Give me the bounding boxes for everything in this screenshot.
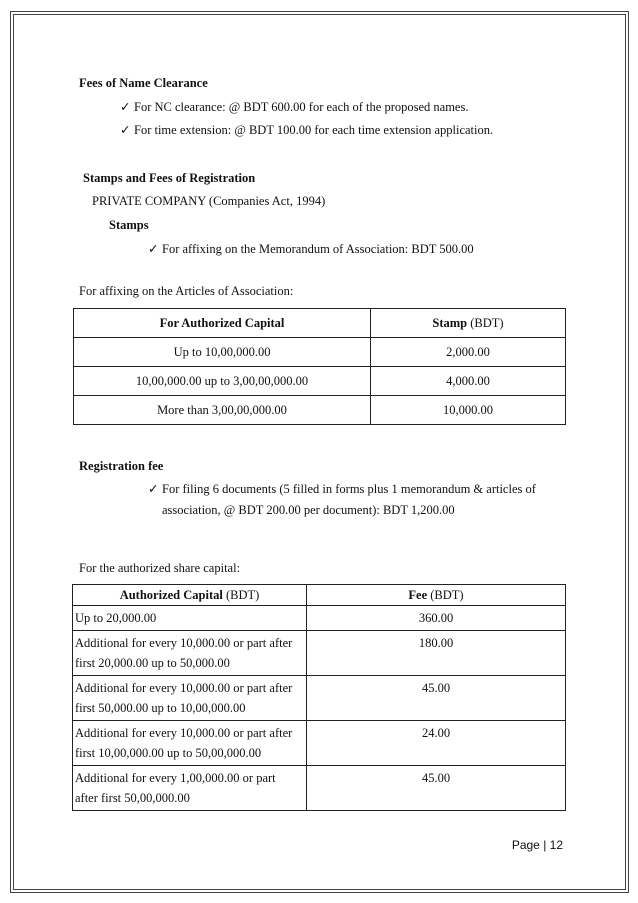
- stamps-label: Stamps: [109, 218, 149, 232]
- table-header-row: [73, 585, 566, 606]
- page-number: Page | 12: [511, 838, 563, 852]
- header-fee: Fee (BDT): [307, 585, 566, 606]
- table-header-row: [74, 309, 566, 338]
- header-capital: For Authorized Capital: [74, 309, 371, 338]
- list-item: ✓ For filing 6 documents (5 filled in forms plus 1 memorandum & articles of: [148, 482, 536, 496]
- table-row: Up to 10,00,000.00 2,000.00: [74, 338, 566, 367]
- list-item: ✓ For affixing on the Memorandum of Association: BDT 500.00: [148, 242, 474, 256]
- list-item-continuation: association, @ BDT 200.00 per document): BDT 1,200.00: [162, 503, 455, 517]
- header-stamp: Stamp (BDT): [371, 309, 566, 338]
- fee-table: [72, 584, 566, 811]
- articles-intro: For affixing on the Articles of Association:: [79, 284, 294, 298]
- checkmark-icon: ✓: [148, 242, 159, 256]
- table-row: Additional for every 10,000.00 or part after first 10,00,000.00 up to 50,00,000.00 24.00: [73, 721, 566, 766]
- checkmark-icon: ✓: [120, 100, 131, 114]
- registration-fee-heading: Registration fee: [79, 459, 164, 473]
- list-item: ✓ For NC clearance: @ BDT 600.00 for each of the proposed names.: [120, 100, 469, 114]
- table-row: 10,00,000.00 up to 3,00,00,000.00 4,000.00: [74, 367, 566, 396]
- share-capital-intro: For the authorized share capital:: [79, 561, 241, 575]
- table-row: Additional for every 10,000.00 or part after first 20,000.00 up to 50,000.00 180.00: [73, 631, 566, 676]
- table-row: Additional for every 1,00,000.00 or part after first 50,00,000.00 45.00: [73, 766, 566, 811]
- table-row: More than 3,00,00,000.00 10,000.00: [74, 396, 566, 425]
- header-capital: Authorized Capital (BDT): [73, 585, 307, 606]
- checkmark-icon: ✓: [120, 123, 131, 137]
- list-item: ✓ For time extension: @ BDT 100.00 for each time extension application.: [120, 123, 494, 137]
- stamp-table: [73, 308, 566, 425]
- checkmark-icon: ✓: [148, 482, 159, 496]
- table-row: Up to 20,000.00 360.00: [73, 606, 566, 631]
- stamps-fees-heading: Stamps and Fees of Registration: [83, 171, 256, 185]
- table-row: Additional for every 10,000.00 or part after first 50,000.00 up to 10,00,000.00 45.00: [73, 676, 566, 721]
- name-clearance-heading: Fees of Name Clearance: [79, 76, 208, 90]
- company-type: PRIVATE COMPANY (Companies Act, 1994): [92, 194, 326, 208]
